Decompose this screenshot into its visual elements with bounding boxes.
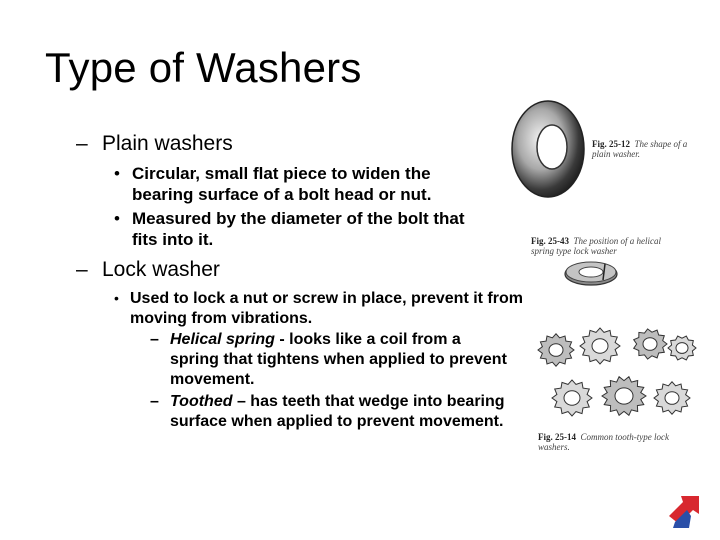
figure-1-number: Fig. 25-12 — [592, 139, 630, 149]
lock-washer-heading — [76, 258, 476, 284]
plain-washers-heading — [76, 132, 476, 158]
toothed-term: Toothed — [170, 393, 233, 410]
toothed-desc: – has teeth that wedge into bearing surface when applied to prevent movement. — [170, 393, 505, 430]
helical-spring-term: Helical spring — [170, 331, 275, 348]
helical-spring-text — [170, 330, 508, 390]
figure-2-caption — [531, 236, 683, 256]
plain-washers-label: Plain washers — [102, 132, 233, 155]
toothed-washers-illustration — [532, 318, 702, 430]
plain-bullet-2-text: Measured by the diameter of the bolt that fits into it. — [132, 209, 465, 249]
bullet-dot: • — [114, 164, 120, 183]
helical-spring-desc: - looks like a coil from a spring that tightens when applied to prevent movement. — [170, 331, 507, 388]
figure-3-number: Fig. 25-14 — [538, 432, 576, 442]
figure-3-caption — [538, 432, 700, 452]
dash-bullet: – — [150, 331, 159, 348]
figure-2-text: The position of a helical spring type lock washer — [531, 236, 661, 256]
toothed-washer-hole — [592, 339, 608, 353]
plain-washer-illustration — [506, 95, 596, 203]
figure-1-text: The shape of a plain washer. — [592, 139, 688, 159]
lock-bullet-text: Used to lock a nut or screw in place, prevent it from moving from vibrations. — [130, 290, 523, 327]
toothed-washer-hole — [665, 392, 679, 405]
toothed-text — [170, 392, 508, 432]
dash-bullet: – — [76, 132, 88, 155]
toothed-washer-hole — [676, 343, 688, 354]
plain-bullet-1-text: Circular, small flat piece to widen the bearing surface of a bolt head or nut. — [132, 164, 432, 204]
figure-1-caption — [592, 139, 698, 159]
slide-title: Type of Washers — [45, 44, 362, 91]
figure-3-text: Common tooth-type lock washers. — [538, 432, 669, 452]
figure-2-number: Fig. 25-43 — [531, 236, 569, 246]
dash-bullet: – — [150, 393, 159, 410]
figure-toothed-washers — [532, 318, 702, 452]
helical-washer-illustration — [561, 258, 621, 290]
dash-bullet: – — [76, 258, 88, 281]
toothed-washer-hole — [643, 338, 657, 351]
bullet-dot: • — [114, 290, 119, 306]
figure-plain-washer — [506, 95, 700, 203]
toothed-washer-hole — [549, 344, 563, 357]
toothed-washer-hole — [564, 391, 580, 405]
figure-helical-washer — [527, 232, 685, 292]
corner-logo-icon — [665, 492, 705, 530]
toothed-washer-hole — [615, 388, 633, 404]
lock-washer-label: Lock washer — [102, 258, 220, 281]
bullet-dot: • — [114, 209, 120, 228]
